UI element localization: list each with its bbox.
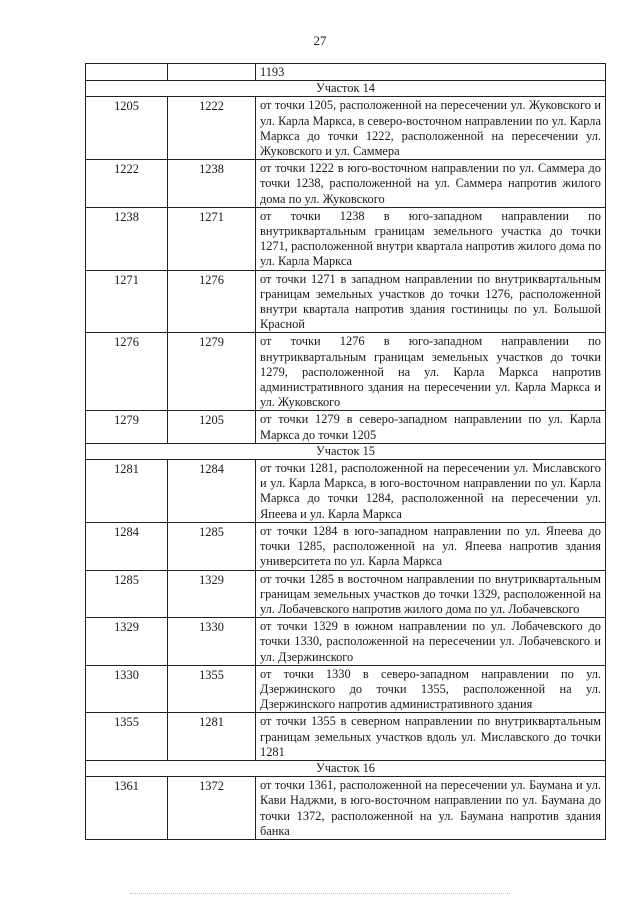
from-point-cell: 1276: [86, 333, 168, 411]
from-point-cell: 1271: [86, 270, 168, 333]
description-cell: от точки 1276 в юго-западном направлении по внутриквартальным границам земельных участков до точки 1279, расположенной на ул. Карла Маркса напротив административного здания на пересечении ул. Карла Маркса и ул. Жуковского: [256, 333, 606, 411]
to-point-cell: 1355: [168, 665, 256, 713]
description-cell: от точки 1205, расположенной на пересечении ул. Жуковского и ул. Карла Маркса, в северо-восточном направлении по ул. Карла Маркса до точки 1222, расположенной на пересечении ул. Жуковского и ул. Саммера: [256, 97, 606, 160]
from-point-cell: 1284: [86, 522, 168, 570]
to-point-cell: 1276: [168, 270, 256, 333]
table-row: [86, 618, 606, 666]
description-cell: от точки 1361, расположенной на пересечении ул. Баумана и ул. Кави Наджми, в юго-восточном направлении по ул. Баумана до точки 1372, расположенной на ул. Баумана напротив здания банка: [256, 777, 606, 840]
from-point-cell: 1329: [86, 618, 168, 666]
table-row: [86, 333, 606, 411]
table-row: [86, 713, 606, 761]
description-cell: от точки 1329 в южном направлении по ул. Лобачевского до точки 1330, расположенной на пересечении ул. Лобачевского и ул. Дзержинского: [256, 618, 606, 666]
table-row: [86, 97, 606, 160]
to-point-cell: 1372: [168, 777, 256, 840]
section-header-row: [86, 443, 606, 459]
to-point-cell: 1284: [168, 460, 256, 523]
to-point-cell: 1285: [168, 522, 256, 570]
from-point-cell: 1355: [86, 713, 168, 761]
description-cell: от точки 1285 в восточном направлении по внутриквартальным границам земельных участков до точки 1329, расположенной на ул. Лобачевского напротив жилого дома по ул. Лобачевского: [256, 570, 606, 618]
page-number: 27: [313, 33, 327, 48]
to-point-cell: [168, 64, 256, 81]
table-row: [86, 777, 606, 840]
table-row: [86, 411, 606, 443]
description-cell: от точки 1355 в северном направлении по внутриквартальным границам земельных участков вдоль ул. Миславского до точки 1281: [256, 713, 606, 761]
from-point-cell: 1222: [86, 160, 168, 208]
table-row: [86, 207, 606, 270]
to-point-cell: 1222: [168, 97, 256, 160]
description-cell: от точки 1222 в юго-восточном направлении по ул. Саммера до точки 1238, расположенной на ул. Саммера напротив жилого дома по ул. Жуковского: [256, 160, 606, 208]
table-row: [86, 270, 606, 333]
description-cell: от точки 1284 в юго-западном направлении по ул. Япеева до точки 1285, расположенной на ул. Япеева напротив здания университета по ул. Карла Маркса: [256, 522, 606, 570]
scan-edge-line: [130, 893, 510, 894]
table-row: [86, 64, 606, 81]
from-point-cell: [86, 64, 168, 81]
to-point-cell: 1271: [168, 207, 256, 270]
description-cell: от точки 1281, расположенной на пересечении ул. Миславского и ул. Карла Маркса, в юго-восточном направлении по ул. Карла Маркса до точки 1284, расположенной на пересечении ул. Япеева и ул. Карла Маркса: [256, 460, 606, 523]
section-title: Участок 16: [86, 760, 606, 776]
section-title: Участок 15: [86, 443, 606, 459]
table-row: [86, 522, 606, 570]
description-cell: 1193: [256, 64, 606, 81]
from-point-cell: 1238: [86, 207, 168, 270]
from-point-cell: 1330: [86, 665, 168, 713]
to-point-cell: 1238: [168, 160, 256, 208]
description-cell: от точки 1238 в юго-западном направлении по внутриквартальным границам земельного участка до точки 1271, расположенной внутри квартала напротив жилого дома по ул. Карла Маркса: [256, 207, 606, 270]
to-point-cell: 1281: [168, 713, 256, 761]
boundary-table-body: [86, 64, 606, 840]
table-row: [86, 570, 606, 618]
from-point-cell: 1361: [86, 777, 168, 840]
from-point-cell: 1205: [86, 97, 168, 160]
boundary-table: [85, 63, 606, 840]
to-point-cell: 1330: [168, 618, 256, 666]
to-point-cell: 1205: [168, 411, 256, 443]
table-row: [86, 460, 606, 523]
from-point-cell: 1279: [86, 411, 168, 443]
section-header-row: [86, 760, 606, 776]
description-cell: от точки 1271 в западном направлении по внутриквартальным границам земельных участков до точки 1276, расположенной внутри квартала напротив здания гостиницы по ул. Большой Красной: [256, 270, 606, 333]
table-row: [86, 160, 606, 208]
section-header-row: [86, 81, 606, 97]
table-row: [86, 665, 606, 713]
to-point-cell: 1329: [168, 570, 256, 618]
description-cell: от точки 1279 в северо-западном направлении по ул. Карла Маркса до точки 1205: [256, 411, 606, 443]
from-point-cell: 1285: [86, 570, 168, 618]
section-title: Участок 14: [86, 81, 606, 97]
description-cell: от точки 1330 в северо-западном направлении по ул. Дзержинского до точки 1355, расположенной на ул. Дзержинского напротив административного здания: [256, 665, 606, 713]
to-point-cell: 1279: [168, 333, 256, 411]
from-point-cell: 1281: [86, 460, 168, 523]
